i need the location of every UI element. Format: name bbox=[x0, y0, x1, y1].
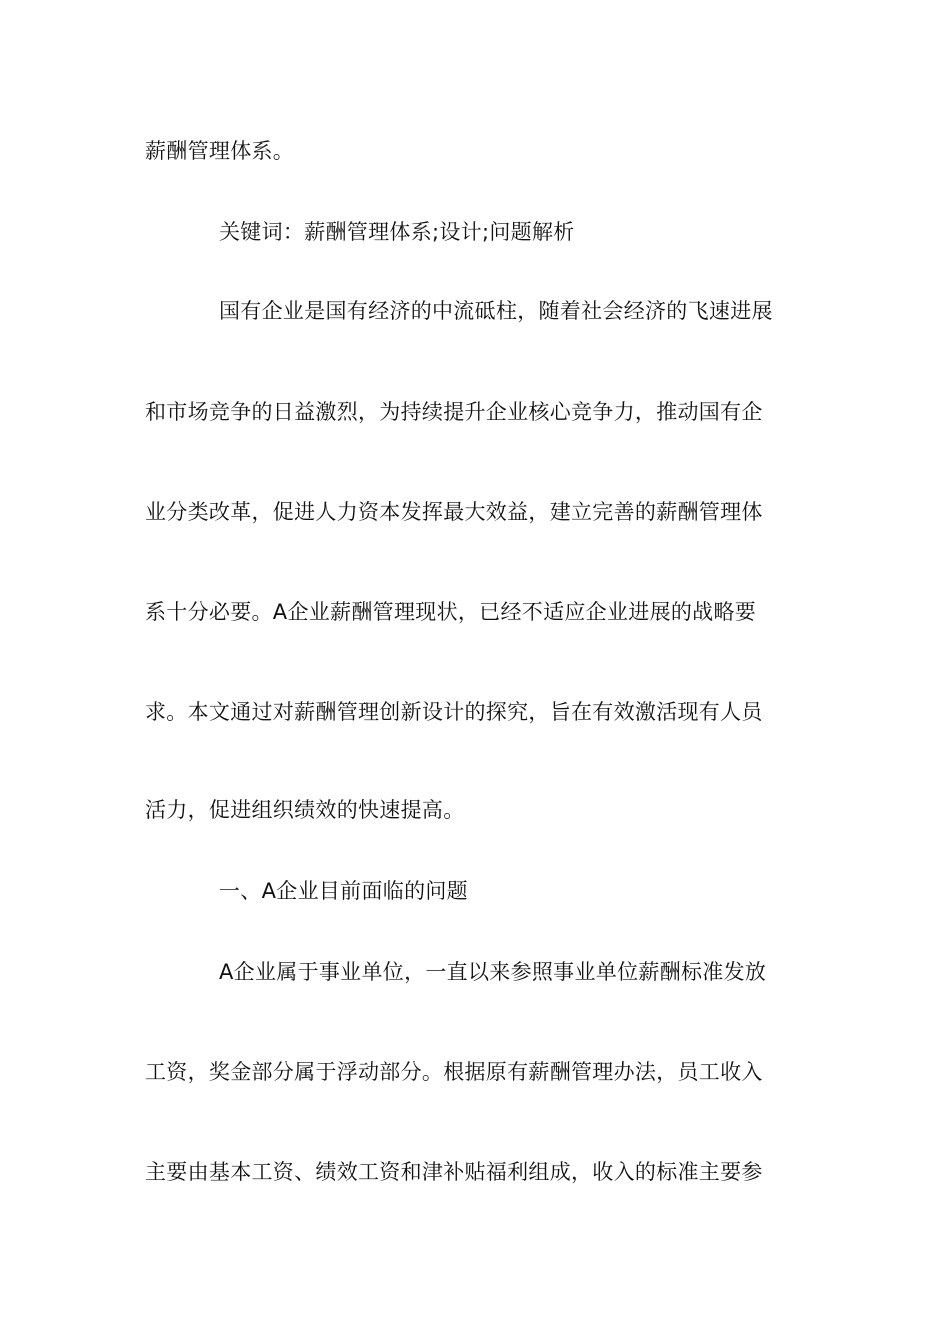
paragraph-line: 工资，奖金部分属于浮动部分。根据原有薪酬管理办法，员工收入 bbox=[145, 1060, 763, 1084]
paragraph-line: 活力，促进组织绩效的快速提高。 bbox=[145, 798, 465, 822]
keywords-line: 关键词：薪酬管理体系;设计;问题解析 bbox=[219, 220, 575, 244]
paragraph-line: 国有企业是国有经济的中流砥柱，随着社会经济的飞速进展 bbox=[219, 299, 773, 323]
paragraph-line: 主要由基本工资、绩效工资和津补贴福利组成，收入的标准主要参 bbox=[145, 1160, 763, 1184]
paragraph-line: 和市场竞争的日益激烈，为持续提升企业核心竞争力，推动国有企 bbox=[145, 400, 763, 424]
paragraph-line: 系十分必要。A企业薪酬管理现状，已经不适应企业进展的战略要 bbox=[145, 600, 757, 624]
text-line: 薪酬管理体系。 bbox=[145, 139, 295, 163]
paragraph-line: 求。本文通过对薪酬管理创新设计的探究，旨在有效激活现有人员 bbox=[145, 700, 763, 724]
section-heading: 一、A企业目前面临的问题 bbox=[219, 879, 468, 903]
paragraph-line: A企业属于事业单位，一直以来参照事业单位薪酬标准发放 bbox=[219, 960, 767, 984]
paragraph-line: 业分类改革，促进人力资本发挥最大效益，建立完善的薪酬管理体 bbox=[145, 500, 763, 524]
